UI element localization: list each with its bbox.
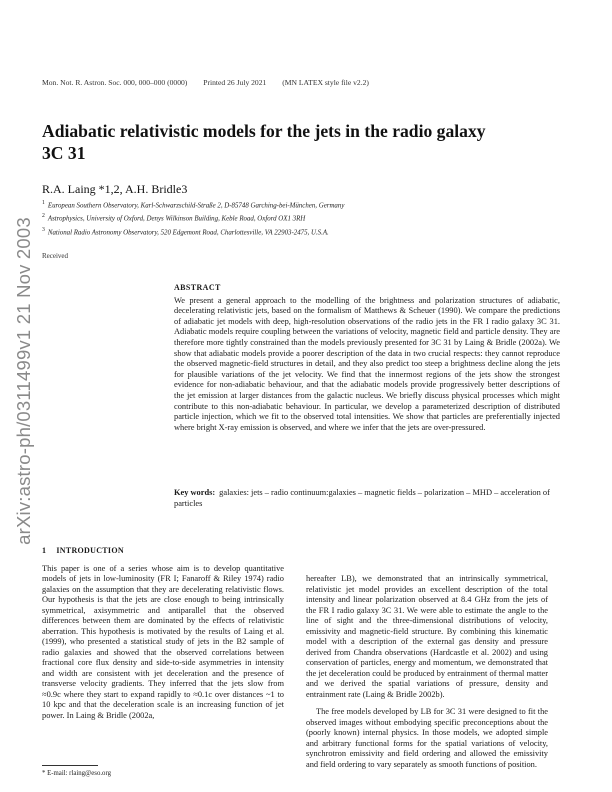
journal-citation: Mon. Not. R. Astron. Soc. 000, 000–000 (0000) [42,78,188,87]
footnote-email: * E-mail: rlaing@eso.org [42,770,111,777]
section-heading [42,546,284,557]
paper-title: Adiabatic relativistic models for the jets in the radio galaxy 3C 31 [42,121,486,163]
running-head [42,78,383,87]
right-column [306,574,548,770]
footnote-divider [42,765,98,766]
affiliation-2: $^2$ Astrophysics, University of Oxford, Denys Wilkinson Building, Keble Road, Oxford OX1 3RH [42,213,306,223]
abstract-heading: ABSTRACT [174,283,221,292]
arxiv-identifier-stamp [4,196,47,566]
keywords-list: galaxies: jets – radio continuum:galaxies – magnetic fields – polarization – MHD – acceleration of particles [174,488,550,508]
section-title: INTRODUCTION [56,546,124,555]
print-date: Printed 26 July 2021 [203,78,267,87]
abstract-body: We present a general approach to the modelling of the brightness and polarization structures of adiabatic, decelerating relativistic jets, based on the formalism of Matthews & Scheuer (1990). We compare the predictions of adiabatic jet models with deep, high-resolution observations of the radio jets in the FR I radio galaxy 3C 31. Adiabatic models require coupling between the variations of velocity, magnetic field and particle density. They are therefore more tightly constrained than the models previously presented for 3C 31 by Laing & Bridle (2002a). We show that adiabatic models provide a poorer description of the data in two crucial respects: they cannot reproduce the observed magnetic-field structures in detail, and they also predict too steep a brightness decline along the jets for plausible variations of the jet velocity. We find that the innermost regions of the jets show the strongest evidence for non-adiabatic behaviour, and that the adiabatic models provide progressively better descriptions of the jet emission at larger distances from the galactic nucleus. We briefly discuss physical processes which might contribute to this non-adiabatic behaviour. In particular, we develop a parameterized description of distributed particle injection, which we fit to the observed total intensities. We show that particles are preferentially injected where bright X-ray emission is observed, and where we infer that the jets are over-pressured. [174,295,560,432]
affiliation-1: $^1$ European Southern Observatory, Karl-Schwarzschild-Straße 2, D-85748 Garching-bei-München, Germany [42,200,345,210]
author-list: R.A. Laing *1,2, A.H. Bridle3 [42,182,188,196]
abstract [174,283,560,433]
arxiv-stamp-text: arXiv:astro-ph/0311499v1 21 Nov 2003 [13,217,35,545]
received-date: Received [42,252,69,260]
keywords [174,488,560,509]
intro-paragraph-1: This paper is one of a series whose aim is to develop quantitative models of jets in low-luminosity (FR I; Fanaroff & Riley 1974) radio galaxies on the assumption that they are decelerating relativistic flows. Our hypothesis is that the jets are close enough to being intrinsically symmetrical, axisymmetric and antiparallel that the observed differences between them are dominated by the effects of relativistic aberration. This hypothesis is motivated by the results of Laing et al. (1999), who presented a statistical study of jets in the B2 sample of radio galaxies and showed that the observed correlations between fractional core flux density and side-to-side asymmetries in intensity and width are consistent with jet deceleration and the presence of transverse velocity gradients. They inferred that the jets slow from ≈0.9c where they start to expand rapidly to ≈0.1c over distances ~1 to 10 kpc and that the deceleration scale is an increasing function of jet power. In Laing & Bridle (2002a, [42,563,284,720]
keywords-label: Key words: [174,488,216,497]
style-file-note: (MN LATEX style file v2.2) [282,78,369,87]
section-number: 1 [42,546,47,555]
affiliation-3: $^3$ National Radio Astronomy Observatory, 520 Edgemont Road, Charlottesville, VA 22903-2475, U.S.A. [42,226,329,236]
intro-paragraph-2: The free models developed by LB for 3C 31 were designed to fit the observed images without embodying specific preconceptions about the (poorly known) internal physics. In those models, we adopted simple and arbitrary functional forms for the spatial variations of velocity, synchrotron emissivity and field ordering and allowed the emissivity and field ordering to vary separately as smooth functions of position. [306,707,548,769]
left-column [42,546,284,721]
intro-paragraph-1-continued: hereafter LB), we demonstrated that an intrinsically symmetrical, relativistic jet model provides an excellent description of the total intensity and linear polarization observed at 8.4 GHz from the jets of the FR I radio galaxy 3C 31. We were able to estimate the angle to the line of sight and the three-dimensional distributions of velocity, emissivity and magnetic-field structure. By combining this kinematic model with a description of the external gas density and pressure derived from Chandra observations (Hardcastle et al. 2002) and using conservation of particles, energy and momentum, we demonstrated that the jet deceleration could be produced by entrainment of thermal matter and we derived the spatial variations of pressure, density and entrainment rate (Laing & Bridle 2002b). [306,574,548,699]
affiliations [42,198,562,238]
